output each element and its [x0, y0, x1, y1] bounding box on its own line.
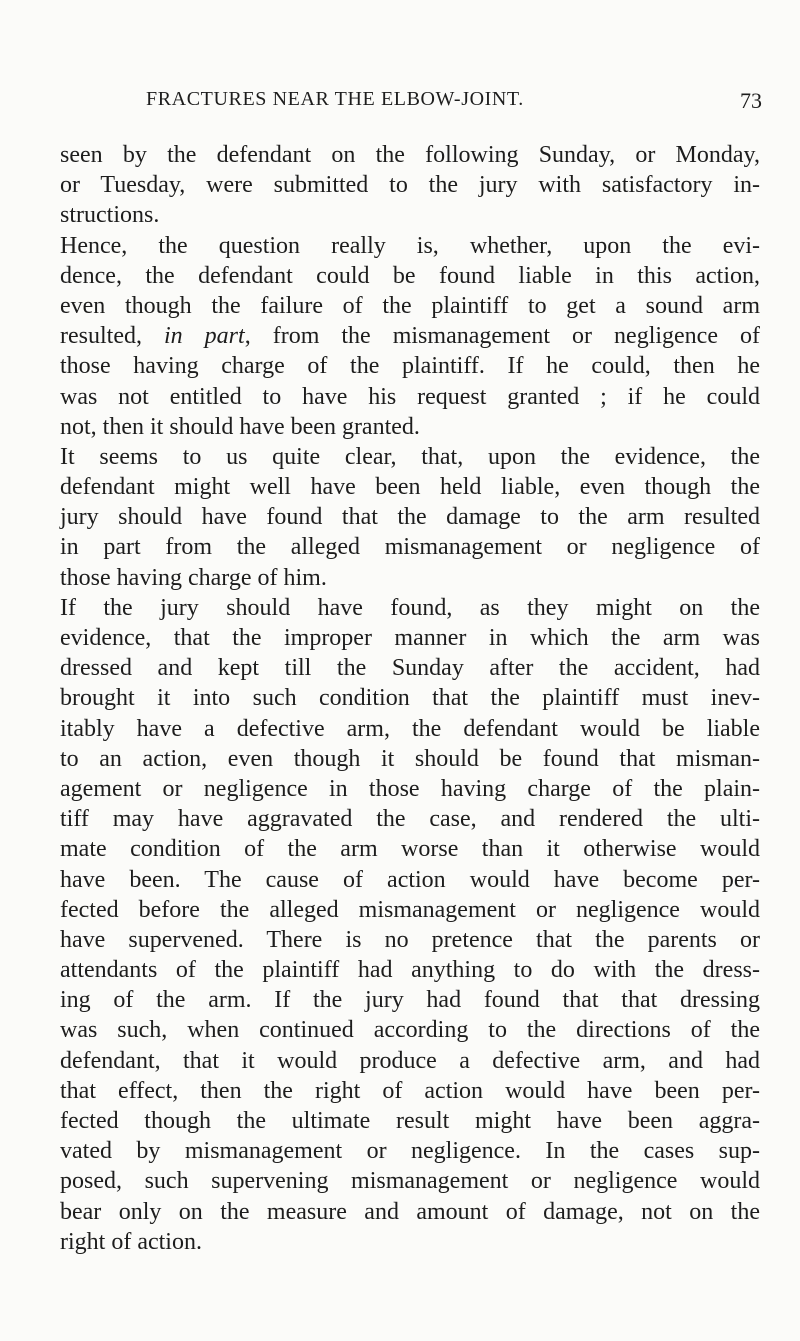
page-number: 73 [740, 88, 762, 113]
text-line: even though the failure of the plaintiff to get a sound arm [60, 292, 760, 319]
text-line: those having charge of him. [60, 564, 327, 591]
text-line: defendant might well have been held liable, even though the [60, 474, 760, 501]
text-line: fected before the alleged mismanagement or negligence would [60, 896, 760, 923]
text-line: evidence, that the improper manner in which the arm was [60, 625, 760, 651]
text-line: jury should have found that the damage to the arm resulted [60, 504, 760, 531]
text-line: agement or negligence in those having charge of the plain- [60, 775, 760, 802]
text-line: ing of the arm. If the jury had found that that dressing [60, 987, 760, 1014]
text-line: that effect, then the right of action would have been per- [60, 1077, 760, 1104]
text-line: fected though the ultimate result might have been aggra- [60, 1108, 760, 1134]
text-line: not, then it should have been granted. [60, 413, 420, 440]
text-line: It seems to us quite clear, that, upon the evidence, the [60, 443, 760, 470]
text-line [60, 321, 760, 351]
text-line: have been. The cause of action would have become per- [60, 866, 760, 893]
text-line: defendant, that it would produce a defective arm, and had [60, 1047, 760, 1074]
text-line: Hence, the question really is, whether, upon the evi- [60, 232, 760, 259]
text-line: to an action, even though it should be found that misman- [60, 745, 760, 772]
text-line: those having charge of the plaintiff. If he could, then he [60, 353, 760, 380]
body-text [60, 140, 760, 1257]
running-title: FRACTURES NEAR THE ELBOW-JOINT. [146, 88, 524, 110]
text-line: itably have a defective arm, the defendant would be liable [60, 715, 760, 742]
text-line: in part from the alleged mismanagement or negligence of [60, 534, 760, 561]
text-line: seen by the defendant on the following Sunday, or Monday, [60, 142, 760, 168]
text-line: mate condition of the arm worse than it otherwise would [60, 836, 760, 863]
text-line: brought it into such condition that the plaintiff must inev- [60, 685, 760, 712]
text-segment: resulted, [60, 323, 164, 350]
text-segment: , from the mismanagement or negligence of [244, 323, 760, 350]
text-line: have supervened. There is no pretence that the parents or [60, 926, 760, 953]
text-line: vated by mismanagement or negligence. In the cases sup- [60, 1138, 760, 1165]
text-line: was such, when continued according to the directions of the [60, 1017, 760, 1044]
text-line: attendants of the plaintiff had anything to do with the dress- [60, 957, 760, 984]
text-line: posed, such supervening mismanagement or negligence would [60, 1168, 760, 1195]
text-line: right of action. [60, 1228, 202, 1255]
text-line: dence, the defendant could be found liable in this action, [60, 262, 760, 289]
italic-text: in part [164, 323, 245, 350]
text-line: structions. [60, 202, 160, 229]
running-head [58, 88, 762, 112]
text-line: tiff may have aggravated the case, and rendered the ulti- [60, 806, 760, 833]
text-line: or Tuesday, were submitted to the jury with satisfactory in- [60, 172, 760, 199]
text-line: dressed and kept till the Sunday after the accident, had [60, 655, 760, 682]
text-line: bear only on the measure and amount of damage, not on the [60, 1198, 760, 1225]
text-line: was not entitled to have his request granted ; if he could [60, 383, 760, 410]
text-line: If the jury should have found, as they might on the [60, 594, 760, 621]
